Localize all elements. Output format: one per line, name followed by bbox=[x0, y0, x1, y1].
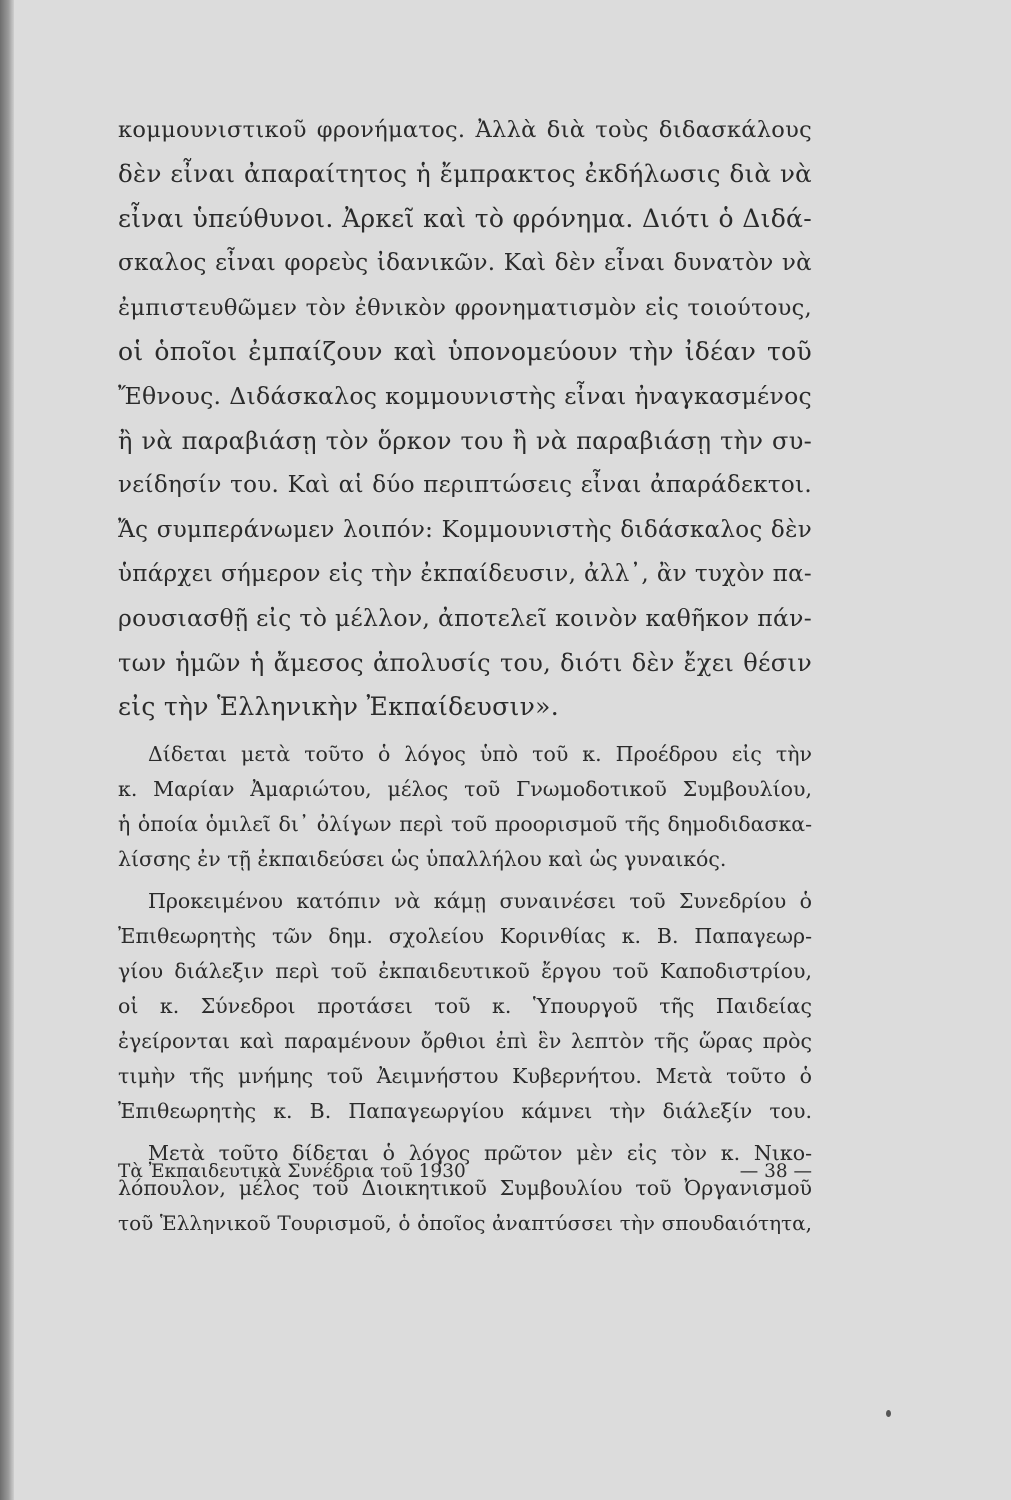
page-binding-edge bbox=[0, 0, 14, 1500]
paragraph-first-line: Δίδεται μετὰ τοῦτο ὁ λόγος ὑπὸ τοῦ κ. Προέδρου εἰς τὴν bbox=[148, 742, 812, 767]
text-line: εἶναι ὑπεύθυνοι. Ἀρκεῖ καὶ τὸ φρόνημα. Διότι ὁ Διδά- bbox=[118, 203, 812, 233]
text-line: Ἔθνους. Διδάσκαλος κομμουνιστὴς εἶναι ἠναγκασμένος bbox=[118, 382, 812, 411]
text-line: των ἡμῶν ἡ ἄμεσος ἀπολυσίς του, διότι δὲν ἔχει θέσιν bbox=[118, 648, 812, 677]
text-line: ἢ νὰ παραβιάσῃ τὸν ὅρκον του ἢ νὰ παραβιάσῃ τὴν συ- bbox=[118, 426, 812, 455]
paragraph-first-line: Μετὰ τοῦτο δίδεται ὁ λόγος πρῶτον μὲν εἰς τὸν κ. Νικο- bbox=[148, 1141, 812, 1166]
footer-book-title: Τὰ Ἐκπαιδευτικὰ Συνέδρια τοῦ 1930 bbox=[118, 1161, 466, 1182]
text-line: λίσσης ἐν τῇ ἐκπαιδεύσει ὡς ὑπαλλήλου καὶ ὡς γυναικός. bbox=[118, 847, 727, 872]
paragraph-first-line: Προκειμένου κατόπιν νὰ κάμῃ συναινέσει τοῦ Συνεδρίου ὁ bbox=[148, 889, 812, 914]
text-line: ἡ ὁποία ὁμιλεῖ δι᾿ ὀλίγων περὶ τοῦ προορισμοῦ τῆς δημοδιδασκα- bbox=[118, 812, 812, 837]
text-line: ἐμπιστευθῶμεν τὸν ἐθνικὸν φρονηματισμὸν εἰς τοιούτους, bbox=[118, 294, 812, 321]
text-line: γίου διάλεξιν περὶ τοῦ ἐκπαιδευτικοῦ ἔργου τοῦ Καποδιστρίου, bbox=[118, 959, 812, 984]
text-line: ὑπάρχει σήμερον εἰς τὴν ἐκπαίδευσιν, ἀλλ᾿, ἂν τυχὸν πα- bbox=[118, 560, 812, 587]
text-line: εἰς τὴν Ἑλληνικὴν Ἐκπαίδευσιν». bbox=[118, 692, 559, 722]
text-line: δὲν εἶναι ἀπαραίτητος ἡ ἔμπρακτος ἐκδήλωσις διὰ νὰ bbox=[118, 159, 812, 189]
text-line: κομμουνιστικοῦ φρονήματος. Ἀλλὰ διὰ τοὺς διδασκάλους bbox=[118, 117, 812, 143]
text-line: ρουσιασθῇ εἰς τὸ μέλλον, ἀποτελεῖ κοινὸν καθῆκον πάν- bbox=[118, 604, 812, 633]
page-number: — 38 — bbox=[739, 1161, 812, 1182]
text-line: Ἐπιθεωρητὴς τῶν δημ. σχολείου Κορινθίας κ. Β. Παπαγεωρ- bbox=[118, 924, 812, 949]
text-line: οἱ κ. Σύνεδροι προτάσει τοῦ κ. Ὑπουργοῦ τῆς Παιδείας bbox=[118, 994, 812, 1019]
text-line: κ. Μαρίαν Ἀμαριώτου, μέλος τοῦ Γνωμοδοτικοῦ Συμβουλίου, bbox=[118, 777, 812, 802]
text-line: τιμὴν τῆς μνήμης τοῦ Ἀειμνήστου Κυβερνήτου. Μετὰ τοῦτο ὁ bbox=[118, 1064, 812, 1089]
text-line: τοῦ Ἑλληνικοῦ Τουρισμοῦ, ὁ ὁποῖος ἀναπτύσσει τὴν σπουδαιότητα, bbox=[118, 1211, 812, 1236]
text-line: οἱ ὁποῖοι ἐμπαίζουν καὶ ὑπονομεύουν τὴν ἰδέαν τοῦ bbox=[118, 336, 812, 366]
text-line: Ἄς συμπεράνωμεν λοιπόν: Κομμουνιστὴς διδάσκαλος δὲν bbox=[118, 516, 812, 543]
text-line: ἐγείρονται καὶ παραμένουν ὄρθιοι ἐπὶ ἓν λεπτὸν τῆς ὥρας πρὸς bbox=[118, 1029, 812, 1054]
text-line: σκαλος εἶναι φορεὺς ἰδανικῶν. Καὶ δὲν εἶναι δυνατὸν νὰ bbox=[118, 250, 812, 277]
ink-speck bbox=[886, 1410, 891, 1417]
speech-quote bbox=[118, 108, 812, 729]
running-footer bbox=[118, 1157, 812, 1187]
text-line: λόπουλον, μέλος τοῦ Διοικητικοῦ Συμβουλίου τοῦ Ὀργανισμοῦ bbox=[118, 1176, 812, 1201]
text-line: νείδησίν του. Καὶ αἱ δύο περιπτώσεις εἶναι ἀπαράδεκτοι. bbox=[118, 472, 812, 499]
page-text bbox=[118, 108, 812, 1241]
text-line: Ἐπιθεωρητὴς κ. Β. Παπαγεωργίου κάμνει τὴν διάλεξίν του. bbox=[118, 1099, 812, 1124]
